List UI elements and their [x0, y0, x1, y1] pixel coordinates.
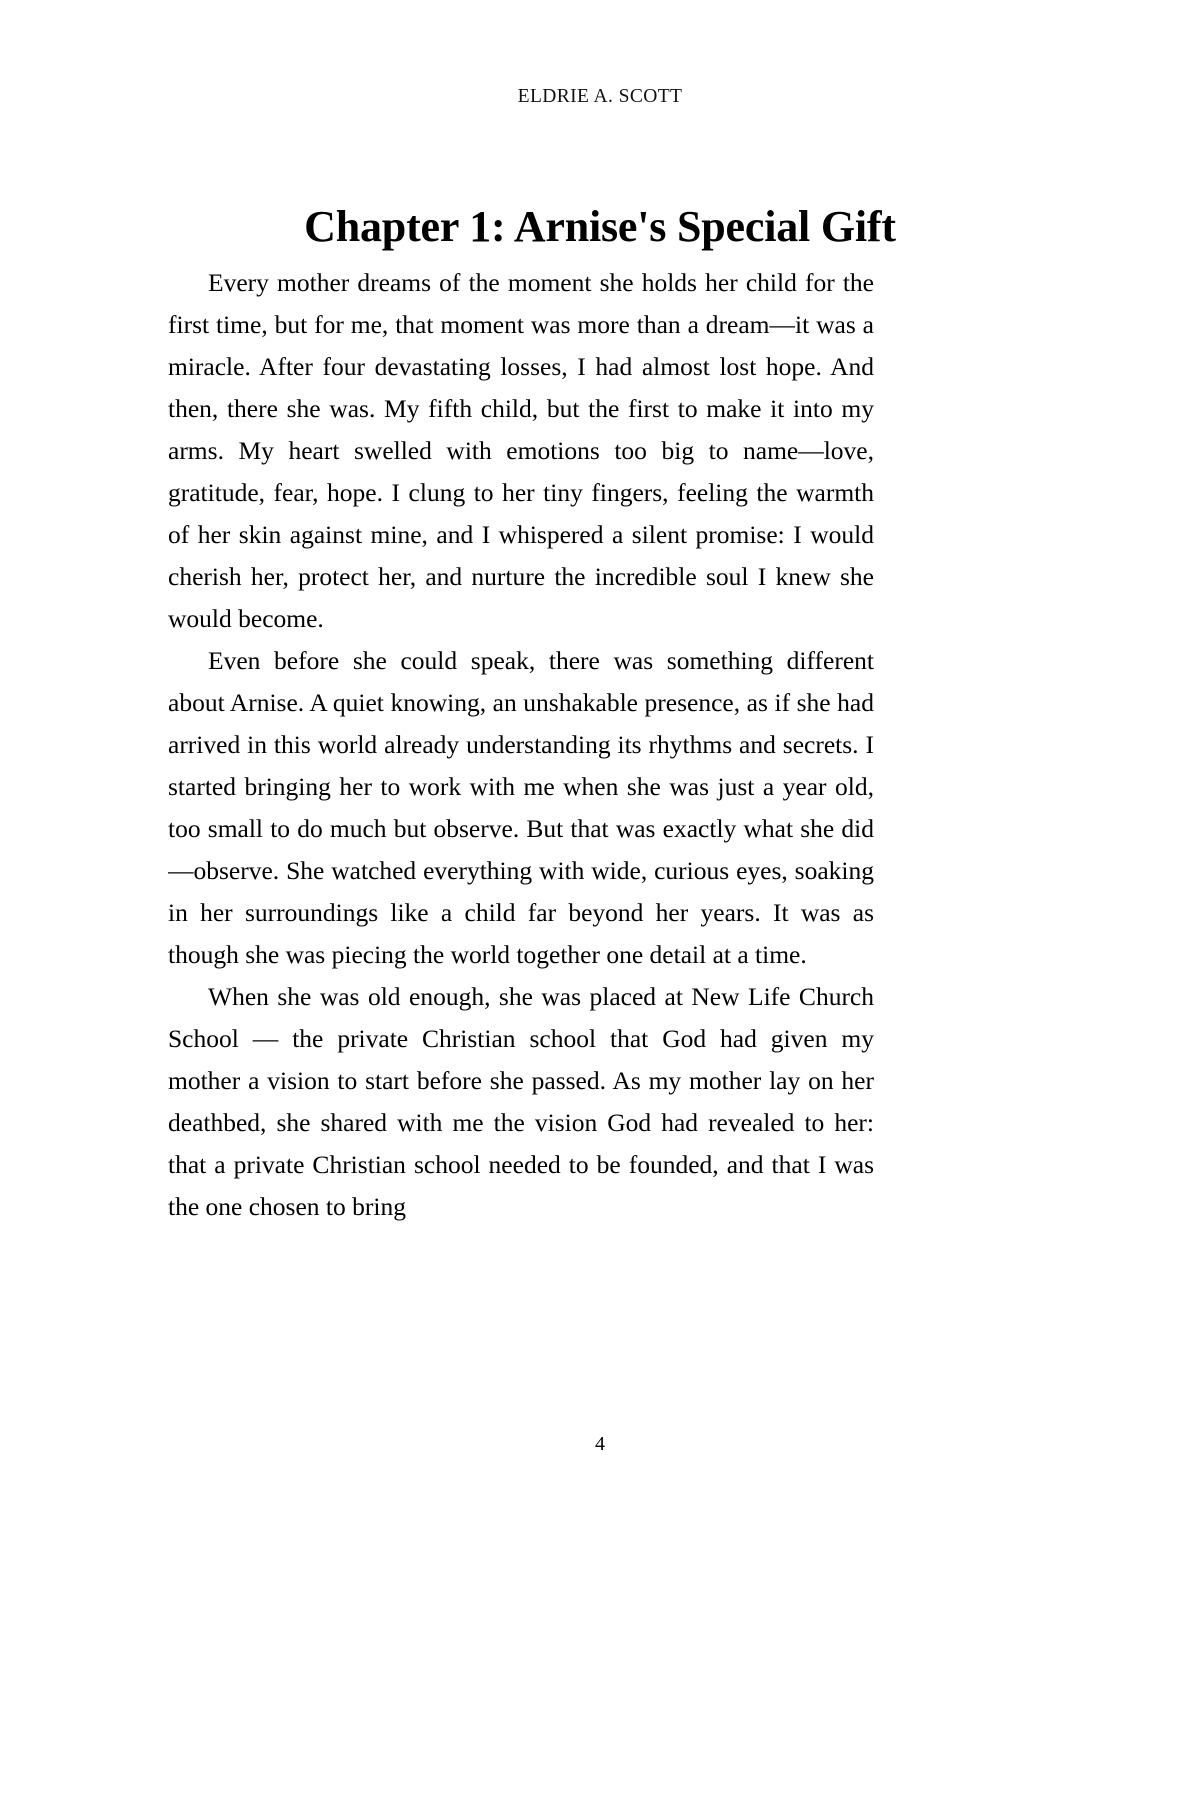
paragraph: Even before she could speak, there was something different about Arnise. A quiet knowing, an unshakable presence, as if she had arrived in this world already understanding its rhythms and secrets. I started bringing her to work with me when she was just a year old, too small to do much but observe. But that was exactly what she did—observe. She watched everything with wide, curious eyes, soaking in her surroundings like a child far beyond her years. It was as though she was piecing the world together one detail at a time.	[168, 646, 874, 969]
paragraph: Every mother dreams of the moment she holds her child for the first time, but for me, that moment was more than a dream—it was a miracle. After four devastating losses, I had almost lost hope. And then, there she was. My fifth child, but the first to make it into my arms. My heart swelled with emotions too big to name—love, gratitude, fear, hope. I clung to her tiny fingers, feeling the warmth of her skin against mine, and I whispered a silent promise: I would cherish her, protect her, and nurture the incredible soul I knew she would become.	[168, 268, 874, 633]
running-header: ELDRIE A. SCOTT	[517, 86, 683, 107]
page-number: 4	[595, 1433, 605, 1455]
paragraph: When she was old enough, she was placed at New Life Church School — the private Christian school that God had given my mother a vision to start before she passed. As my mother lay on her deathbed, she shared with me the vision God had revealed to her: that a private Christian school needed to be founded, and that I was the one chosen to bring	[168, 982, 874, 1221]
chapter-title: Chapter 1: Arnise's Special Gift	[304, 202, 896, 252]
body-text	[168, 262, 874, 1382]
